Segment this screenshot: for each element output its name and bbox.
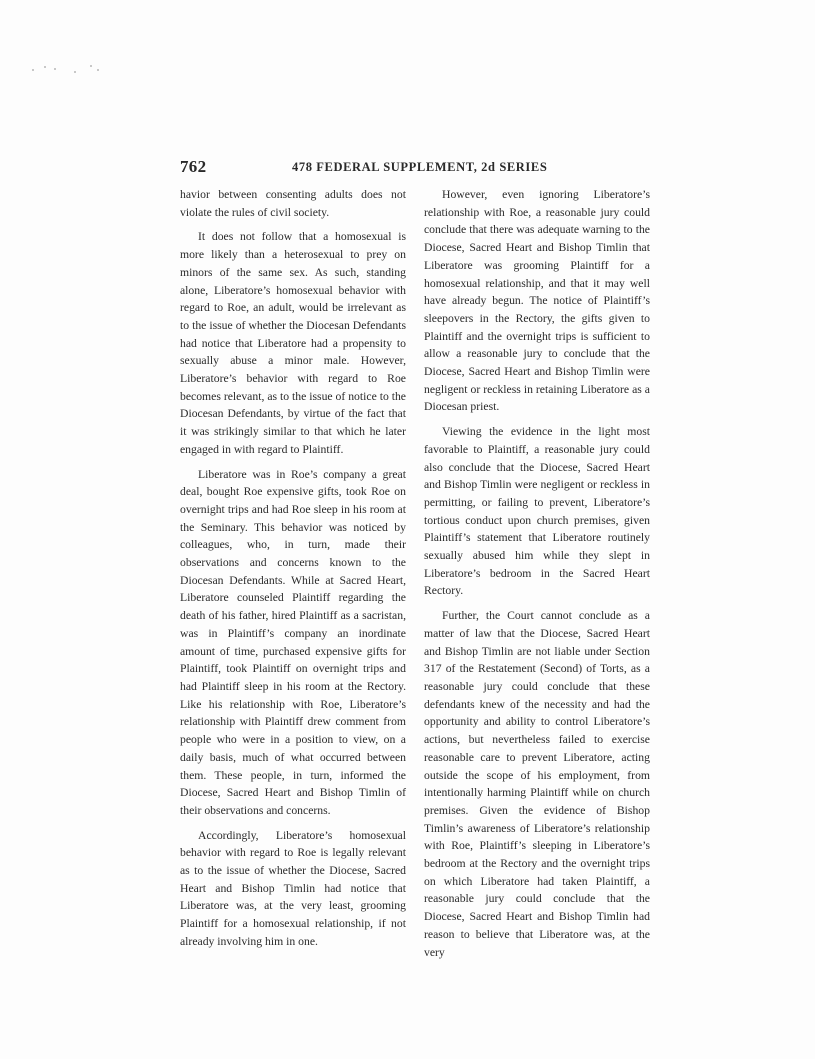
paragraph: However, even ignoring Liberatore’s relationship with Roe, a reasonable jury could conclude that there was adequate warning to the Diocese, Sacred Heart and Bishop Timlin that Liberatore was grooming Plaintiff for a homosexual relationship, and that it may well have already begun. The notice of Plaintiff’s sleepovers in the Rectory, the gifts given to Plaintiff and the overnight trips is sufficient to allow a reasonable jury to conclude that the Diocese, Sacred Heart and Bishop Timlin were negligent or reckless in retaining Liberatore as a Diocesan priest. <box>424 188 650 414</box>
scan-speck <box>97 69 99 71</box>
scan-speck <box>44 66 46 68</box>
reporter-citation: 478 FEDERAL SUPPLEMENT, 2d SERIES <box>292 160 548 174</box>
paragraph: It does not follow that a homosexual is more likely than a heterosexual to prey on minors of the same sex. As such, standing alone, Liberatore’s homosexual behavior with regard to Roe, an adult, would be irrelevant as to the issue of whether the Diocesan Defendants had notice that Liberatore had a propensity to sexually abuse a minor male. However, Liberatore’s behavior with regard to Roe becomes relevant, as to the issue of notice to the Diocesan Defendants, by virtue of the fact that it was strikingly similar to that which he later engaged in with regard to Plaintiff. <box>180 230 406 456</box>
left-column <box>180 186 406 951</box>
paragraph: Further, the Court cannot conclude as a matter of law that the Diocese, Sacred Heart and Bishop Timlin are not liable under Section 317 of the Restatement (Second) of Torts, as a reasonable jury could conclude that these defendants knew of the necessity and had the opportunity and ability to control Liberatore’s actions, but nevertheless failed to exercise reasonable care to prevent Liberatore, acting outside the scope of his employment, from intentionally harming Plaintiff while on church premises. Given the evidence of Bishop Timlin’s awareness of Liberatore’s relationship with Roe, Plaintiff’s sleeping in Liberatore’s bedroom at the Rectory and the overnight trips on which Liberatore had taken Plaintiff, a reasonable jury could conclude that the Diocese, Sacred Heart and Bishop Timlin had reason to believe that Liberatore was, at the very <box>424 609 650 959</box>
page-number: 762 <box>180 157 207 176</box>
right-column <box>424 186 650 961</box>
scan-speck <box>90 65 92 67</box>
scan-speck <box>32 69 34 71</box>
scan-specks <box>30 60 110 80</box>
paragraph: Liberatore was in Roe’s company a great deal, bought Roe expensive gifts, took Roe on overnight trips and had Roe sleep in his room at the Seminary. This behavior was noticed by colleagues, who, in turn, made their observations and concerns known to the Diocesan Defendants. While at Sacred Heart, Liberatore counseled Plaintiff regarding the death of his father, hired Plaintiff as a sacristan, was in Plaintiff’s company an inordinate amount of time, purchased expensive gifts for Plaintiff, took Plaintiff on overnight trips and had Plaintiff sleep in his room at the Rectory. Like his relationship with Roe, Liberatore’s relationship with Plaintiff drew comment from people who were in a position to view, on a daily basis, much of what occurred between them. These people, in turn, informed the Diocese, Sacred Heart and Bishop Timlin of their observations and concerns. <box>180 467 406 817</box>
scan-speck <box>74 71 76 73</box>
paragraph: havior between consenting adults does not violate the rules of civil society. <box>180 188 406 219</box>
scan-speck <box>54 68 56 70</box>
paragraph: Viewing the evidence in the light most favorable to Plaintiff, a reasonable jury could also conclude that the Diocese, Sacred Heart and Bishop Timlin were negligent or reckless in permitting, or failing to prevent, Liberatore’s tortious conduct upon church premises, given Plaintiff’s statement that Liberatore routinely sexually abused him while they slept in Liberatore’s bedroom in the Sacred Heart Rectory. <box>424 425 650 598</box>
paragraph: Accordingly, Liberatore’s homosexual behavior with regard to Roe is legally relevant as to the issue of whether the Diocese, Sacred Heart and Bishop Timlin had notice that Liberatore was, at the very least, grooming Plaintiff for a homosexual relationship, if not already involving him in one. <box>180 828 406 948</box>
